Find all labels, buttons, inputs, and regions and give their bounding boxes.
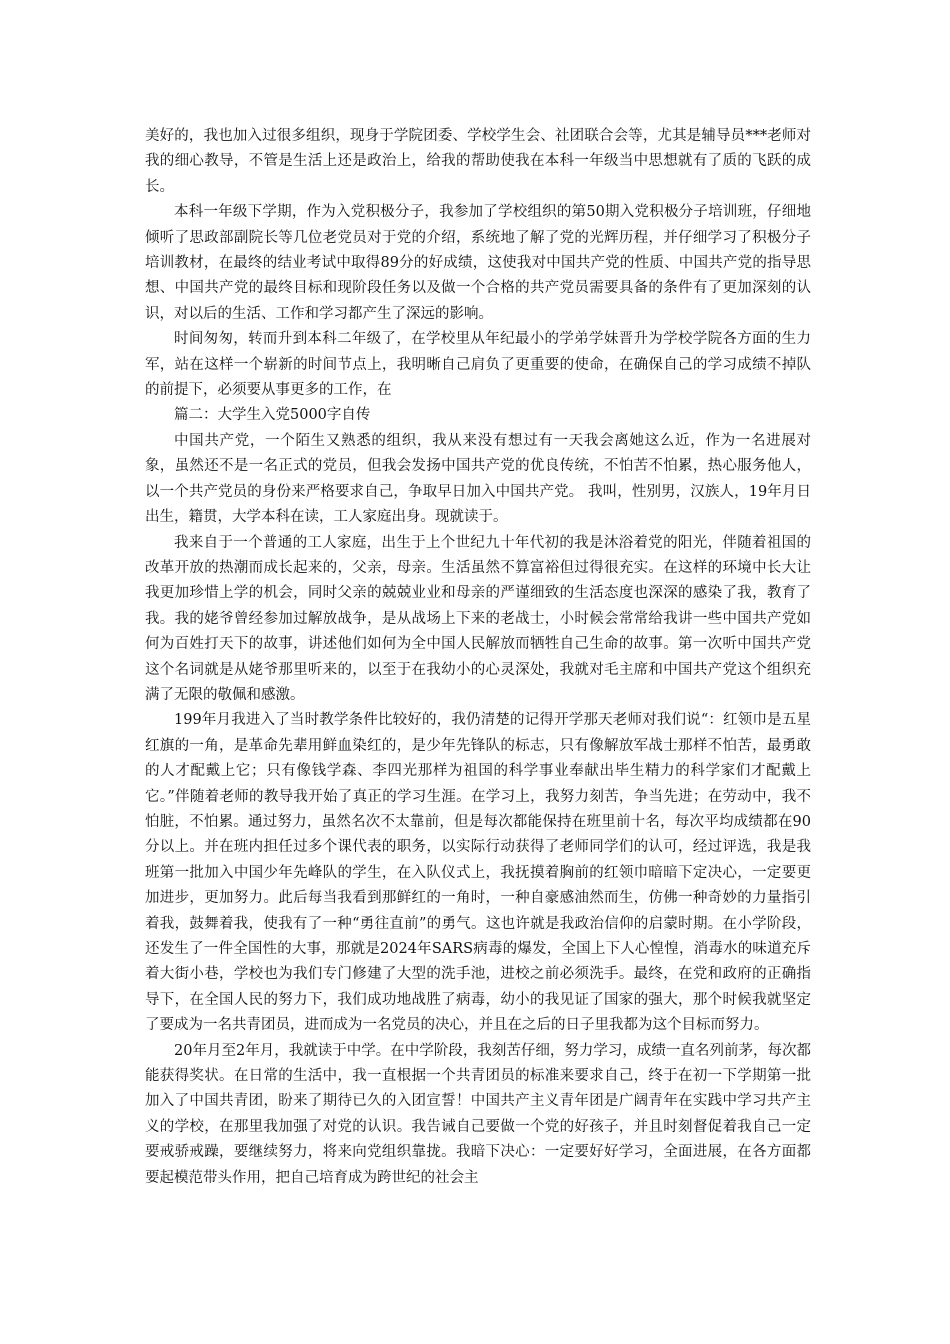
paragraph-second-year: 时间匆匆，转而升到本科二年级了，在学校里从年纪最小的学弟学妹晋升为学校学院各方面的生力军，站在这样一个崭新的时间节点上，我明晰自己肩负了更重要的使命，在确保自己的学习成绩不掉队的前提下，必须要从事更多的工作，在 bbox=[145, 331, 811, 399]
document-body bbox=[145, 124, 811, 1191]
section-title: 篇二：大学生入党5000字自传 bbox=[174, 407, 371, 424]
paragraph-continuation: 美好的，我也加入过很多组织，现身于学院团委、学校学生会、社团联合会等，尤其是辅导员***老师对我的细心教导，不管是生活上还是政治上，给我的帮助使我在本科一年级当中思想就有了质的飞跃的成长。 bbox=[145, 128, 811, 195]
paragraph-middle-school: 20年月至2年月，我就读于中学。在中学阶段，我刻苦仔细，努力学习，成绩一直名列前茅，每次都能获得奖状。在日常的生活中，我一直根据一个共青团员的标准来要求自己，终于在初一下学期第一批加入了中国共青团，盼来了期待已久的入团宣誓！中国共产主义青年团是广阔青年在实践中学习共产主义的学校，在那里我加强了对党的认识。我告诫自己要做一个党的好孩子，并且时刻督促着我自己一定要戒骄戒躁，要继续努力，将来向党组织靠拢。我暗下决心：一定要好好学习，全面进展，在各方面都要起模范带头作用，把自己培育成为跨世纪的社会主 bbox=[145, 1042, 811, 1186]
paragraph-training: 本科一年级下学期，作为入党积极分子，我参加了学校组织的第50期入党积极分子培训班，仔细地倾听了思政部副院长等几位老党员对于党的介绍，系统地了解了党的光辉历程，并仔细学习了积极分子培训教材，在最终的结业考试中取得89分的好成绩，这使我对中国共产党的性质、中国共产党的指导思想、中国共产党的最终目标和现阶段任务以及做一个合格的共产党员需要具备的条件有了更加深刻的认识，对以后的生活、工作和学习都产生了深远的影响。 bbox=[145, 204, 811, 322]
paragraph-primary-school: 199年月我进入了当时教学条件比较好的，我仍清楚的记得开学那天老师对我们说“：红领巾是五星红旗的一角，是革命先辈用鲜血染红的，是少年先锋队的标志，只有像解放军战士那样不怕苦，最勇敢的人才配戴上它；只有像钱学森、李四光那样为祖国的科学事业奉献出毕生精力的科学家们才配戴上它。”伴随着老师的教导我开始了真正的学习生涯。在学习上，我努力刻苦，争当先进；在劳动中，我不怕脏，不怕累。通过努力，虽然名次不太靠前，但是每次都能保持在班里前十名，每次平均成绩都在90分以上。并在班内担任过多个课代表的职务，以实际行动获得了老师同学们的认可，经过评选，我是我班第一批加入中国少年先峰队的学生，在入队仪式上，我抚摸着胸前的红领巾暗暗下定决心，一定要更加进步，更加努力。此后每当我看到那鲜红的一角时，一种自豪感油然而生，仿佛一种奇妙的力量指引着我，鼓舞着我，使我有了一种“勇往直前”的勇气。这也许就是我政治信仰的启蒙时期。在小学阶段，还发生了一件全国性的大事，那就是2024年SARS病毒的爆发，全国上下人心惶惶，消毒水的味道充斥着大街小巷，学校也为我们专门修建了大型的洗手池，进校之前必须洗手。最终，在党和政府的正确指导下，在全国人民的努力下，我们成功地战胜了病毒，幼小的我见证了国家的强大，那个时候我就坚定了要成为一名共青团员，进而成为一名党员的决心，并且在之后的日子里我都为这个目标而努力。 bbox=[145, 712, 811, 1034]
paragraph-introduction: 中国共产党，一个陌生又熟悉的组织，我从来没有想过有一天我会离她这么近，作为一名进展对象，虽然还不是一名正式的党员，但我会发扬中国共产党的优良传统，不怕苦不怕累，热心服务他人，以一个共产党员的身份来严格要求自己，争取早日加入中国共产党。 我叫，性别男，汉族人，19年月日出生，籍贯，大学本科在读，工人家庭出身。现就读于。 bbox=[145, 432, 811, 526]
paragraph-family: 我来自于一个普通的工人家庭，出生于上个世纪九十年代初的我是沐浴着党的阳光，伴随着祖国的改革开放的热潮而成长起来的，父亲，母亲。生活虽然不算富裕但过得很充实。在这样的环境中长大让我更加珍惜上学的机会，同时父亲的兢兢业业和母亲的严谨细致的生活态度也深深的感染了我，教育了我。我的姥爷曾经参加过解放战争，是从战场上下来的老战士，小时候会常常给我讲一些中国共产党如何为百姓打天下的故事，讲述他们如何为全中国人民解放而牺牲自己生命的故事。第一次听中国共产党这个名词就是从姥爷那里听来的，以至于在我幼小的心灵深处，我就对毛主席和中国共产党这个组织充满了无限的敬佩和感激。 bbox=[145, 534, 811, 703]
